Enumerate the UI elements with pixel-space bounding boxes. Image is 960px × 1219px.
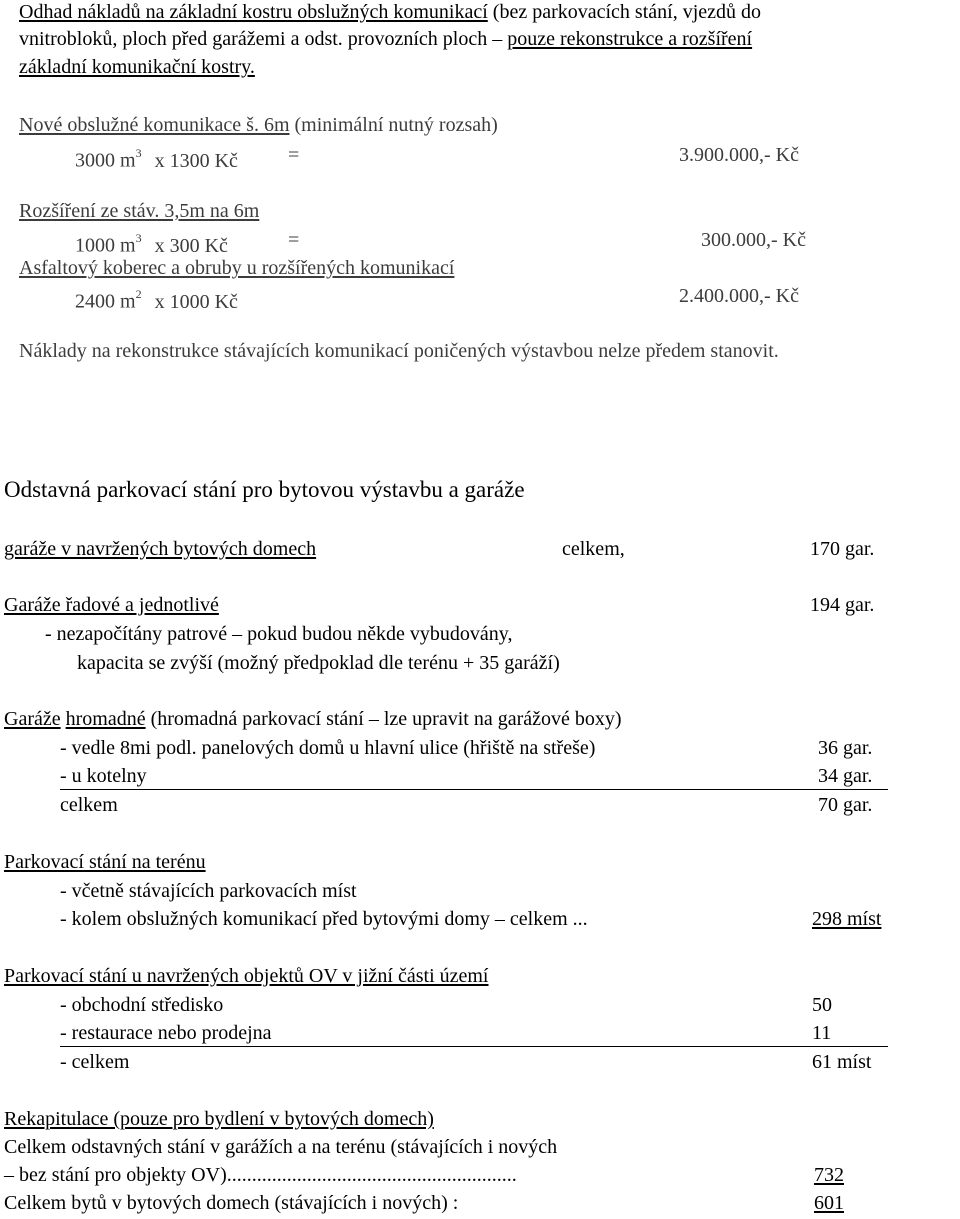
garages-row-value: 194 gar. — [810, 594, 875, 616]
recap-line-3: Celkem bytů v bytových domech (stávajících i nových) : — [4, 1192, 459, 1214]
recap-label: Rekapitulace (pouze pro bydlení v bytových domech) — [4, 1108, 434, 1130]
garages-mass-total-value: 70 gar. — [818, 794, 873, 816]
intro-line-1 — [19, 0, 761, 24]
intro-line2-a: vnitrobloků, ploch před garážemi a odst. provozních ploch – — [19, 28, 503, 50]
garages-mass-row-2-value: 34 gar. — [818, 765, 873, 787]
intro-title: Odhad nákladů na základní kostru obslužných komunikací — [19, 1, 488, 23]
garages-new-label: garáže v navržených bytových domech — [4, 538, 317, 560]
garages-mass-sum-rule — [60, 789, 888, 790]
garages-mass-row-2-label: - u kotelny — [60, 765, 147, 787]
widening-title: Rozšíření ze stáv. 3,5m na 6m — [19, 200, 260, 222]
garages-mass-label-a: Garáže — [4, 708, 61, 730]
ov-label: Parkovací stání u navržených objektů OV v jižní části území — [4, 965, 489, 987]
cost-note: Náklady na rekonstrukce stávajících komunikací poničených výstavbou nelze předem stanovit. — [19, 340, 779, 362]
ov-total-value: 61 míst — [812, 1051, 872, 1073]
new-roads-eq: = — [288, 144, 300, 166]
asphalt-title: Asfaltový koberec a obruby u rozšířených komunikací — [19, 257, 455, 279]
intro-line1-tail: (bez parkovacích stání, vjezdů do — [492, 1, 762, 23]
widening-cost: 300.000,- Kč — [701, 229, 806, 251]
terrain-row-1: - včetně stávajících parkovacích míst — [60, 880, 357, 902]
ov-row-1-label: - obchodní středisko — [60, 994, 224, 1016]
garages-mass-label-b: hromadné — [65, 708, 146, 730]
garages-new-mid: celkem, — [562, 538, 625, 560]
new-roads-calc-qty: 3000 m — [75, 149, 136, 172]
recap-line-1: Celkem odstavných stání v garážích a na terénu (stávajících i nových — [4, 1136, 558, 1158]
widening-calc — [75, 228, 228, 258]
asphalt-calc-qty: 2400 m — [75, 290, 136, 313]
asphalt-unit-sup: 2 — [135, 287, 142, 301]
garages-mass-label-c: (hromadná parkovací stání – lze upravit na garážové boxy) — [150, 708, 622, 730]
widening-calc-qty: 1000 m — [75, 234, 136, 257]
garages-row-note-1: - nezapočítány patrové – pokud budou někde vybudovány, — [45, 623, 513, 645]
recap-line-2: – bez stání pro objekty OV).......................................................... — [4, 1164, 517, 1186]
intro-line-3: základní komunikační kostry. — [19, 56, 255, 78]
asphalt-cost: 2.400.000,- Kč — [679, 285, 799, 307]
widening-unit-sup: 3 — [135, 231, 142, 245]
garages-row-label: Garáže řadové a jednotlivé — [4, 594, 219, 616]
recap-value-1: 732 — [814, 1164, 844, 1186]
garages-mass-total-label: celkem — [60, 794, 118, 816]
new-roads-title-tail: (minimální nutný rozsah) — [294, 114, 498, 136]
recap-value-2: 601 — [814, 1192, 844, 1214]
intro-line2-b: pouze rekonstrukce a rozšíření — [507, 28, 753, 50]
terrain-row-2: - kolem obslužných komunikací před bytovými domy – celkem ... — [60, 908, 588, 930]
terrain-label: Parkovací stání na terénu — [4, 851, 206, 873]
ov-sum-rule — [60, 1046, 888, 1047]
ov-row-2-value: 11 — [812, 1022, 832, 1044]
asphalt-calc-rate: x 1000 Kč — [154, 290, 238, 313]
garages-mass-title — [4, 707, 622, 731]
ov-row-1-value: 50 — [812, 994, 832, 1016]
garages-mass-row-1-value: 36 gar. — [818, 737, 873, 759]
widening-eq: = — [288, 229, 300, 251]
garages-new-value: 170 gar. — [810, 538, 875, 560]
ov-row-2-label: - restaurace nebo prodejna — [60, 1022, 272, 1044]
intro-line-2 — [19, 27, 752, 51]
terrain-value: 298 míst — [812, 908, 882, 930]
garages-row-note-2: kapacita se zvýší (možný předpoklad dle terénu + 35 garáží) — [77, 652, 560, 674]
new-roads-unit-sup: 3 — [135, 146, 142, 160]
new-roads-calc — [75, 143, 238, 173]
new-roads-title: Nové obslužné komunikace š. 6m — [19, 114, 290, 136]
garages-mass-row-1-label: - vedle 8mi podl. panelových domů u hlavní ulice (hřiště na střeše) — [60, 737, 596, 759]
ov-total-label: - celkem — [60, 1051, 130, 1073]
widening-calc-rate: x 300 Kč — [154, 234, 228, 257]
new-roads-calc-rate: x 1300 Kč — [154, 149, 238, 172]
asphalt-calc — [75, 284, 238, 314]
new-roads-cost: 3.900.000,- Kč — [679, 144, 799, 166]
new-roads-title-line — [19, 113, 498, 137]
parking-heading: Odstavná parkovací stání pro bytovou výstavbu a garáže — [4, 477, 525, 502]
